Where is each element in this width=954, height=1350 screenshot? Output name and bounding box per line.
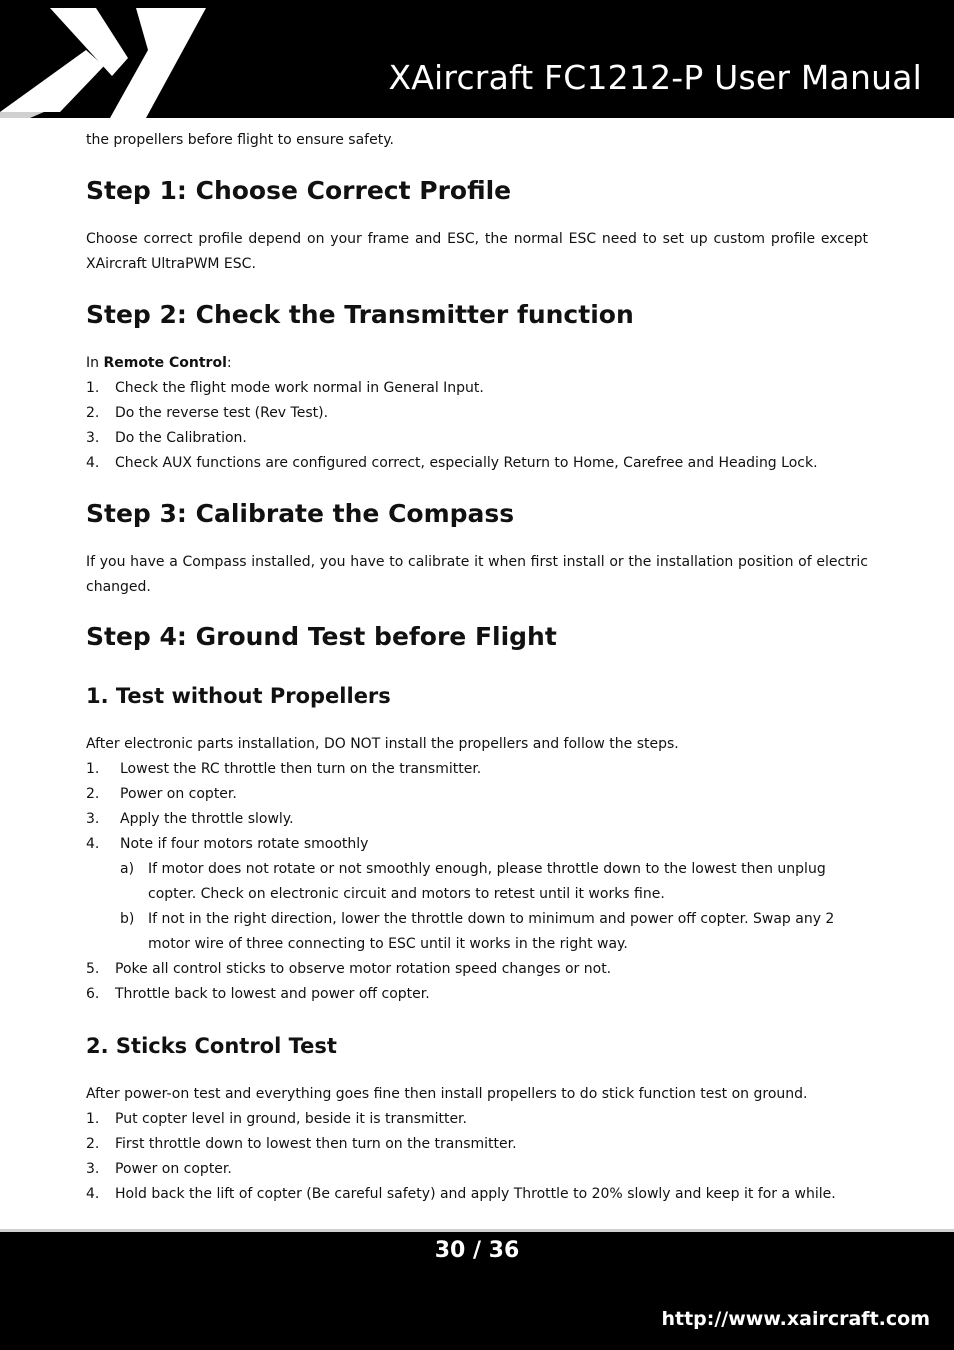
item-text: First throttle down to lowest then turn on the transmitter. (115, 1136, 517, 1152)
sec1-sublist (86, 857, 868, 957)
list-item (86, 807, 868, 832)
manual-title: XAircraft FC1212-P User Manual (388, 58, 922, 97)
step3-body: If you have a Compass installed, you have to calibrate it when first install or the installation position of electric changed. (86, 554, 868, 595)
list-item (86, 451, 868, 476)
item-number: 2. (86, 786, 100, 802)
list-item (86, 757, 868, 782)
list-item (86, 1107, 868, 1132)
step2-lead-suffix: : (226, 355, 232, 371)
item-number: 5. (86, 961, 100, 977)
list-item (86, 982, 868, 1007)
step2-heading: Step 2: Check the Transmitter function (86, 300, 634, 329)
sec1-list-continued (86, 957, 868, 1007)
page-header (0, 0, 954, 118)
step3-heading: Step 3: Calibrate the Compass (86, 499, 515, 528)
item-number: 6. (86, 986, 100, 1002)
item-text: Note if four motors rotate smoothly (120, 836, 369, 852)
item-letter: b) (120, 911, 135, 927)
list-item (86, 426, 868, 451)
list-item (86, 782, 868, 807)
sec1-list (86, 757, 868, 857)
item-number: 3. (86, 811, 100, 827)
item-text: Check the flight mode work normal in General Input. (115, 380, 484, 396)
item-number: 1. (86, 1111, 100, 1127)
item-text: Poke all control sticks to observe motor rotation speed changes or not. (115, 961, 612, 977)
sub-list-item (120, 857, 868, 907)
list-item (86, 1182, 868, 1207)
step2-lead (86, 351, 868, 376)
list-item (86, 832, 868, 857)
step2-list (86, 376, 868, 476)
item-text: Power on copter. (115, 1161, 232, 1177)
sec1-lead: After electronic parts installation, DO NOT install the propellers and follow the steps. (86, 736, 679, 752)
website-url: http://www.xaircraft.com (661, 1308, 930, 1330)
footer-divider (0, 1229, 954, 1232)
list-item (86, 376, 868, 401)
item-text: Hold back the lift of copter (Be careful safety) and apply Throttle to 20% slowly and keep it for a while. (115, 1186, 836, 1202)
item-text: Put copter level in ground, beside it is transmitter. (115, 1111, 467, 1127)
item-text: Do the Calibration. (115, 430, 247, 446)
list-item (86, 401, 868, 426)
item-text: Power on copter. (120, 786, 237, 802)
item-number: 4. (86, 1186, 100, 1202)
sec2-lead: After power-on test and everything goes fine then install propellers to do stick function test on ground. (86, 1086, 808, 1102)
item-text: Do the reverse test (Rev Test). (115, 405, 329, 421)
test-without-propellers-heading: 1. Test without Propellers (86, 684, 391, 708)
item-text: Check AUX functions are configured correct, especially Return to Home, Carefree and Heading Lock. (115, 455, 818, 471)
page-content (86, 128, 868, 1207)
list-item (86, 957, 868, 982)
sticks-control-test-heading: 2. Sticks Control Test (86, 1034, 337, 1058)
list-item (86, 1132, 868, 1157)
page-number: 30 / 36 (434, 1238, 520, 1263)
xaircraft-logo-icon (0, 0, 260, 118)
item-text: Apply the throttle slowly. (120, 811, 294, 827)
remote-control-label: Remote Control (103, 355, 227, 371)
sec2-list (86, 1107, 868, 1207)
item-text: Throttle back to lowest and power off copter. (115, 986, 430, 1002)
list-item (86, 1157, 868, 1182)
intro-text: the propellers before flight to ensure safety. (86, 132, 394, 148)
item-letter: a) (120, 861, 135, 877)
item-number: 3. (86, 430, 100, 446)
item-number: 1. (86, 761, 100, 777)
step4-heading: Step 4: Ground Test before Flight (86, 622, 557, 651)
step2-lead-prefix: In (86, 355, 104, 371)
item-number: 2. (86, 405, 100, 421)
item-number: 2. (86, 1136, 100, 1152)
item-number: 3. (86, 1161, 100, 1177)
item-text: Lowest the RC throttle then turn on the transmitter. (120, 761, 482, 777)
page-footer (0, 1232, 954, 1350)
item-number: 1. (86, 380, 100, 396)
item-text: If not in the right direction, lower the throttle down to minimum and power off copter. Swap any 2 motor wire of three connecting to ESC until it works in the right way. (148, 911, 835, 952)
item-text: If motor does not rotate or not smoothly enough, please throttle down to the lowest then unplug copter. Check on electronic circuit and motors to retest until it works fine. (148, 861, 826, 902)
sub-list-item (120, 907, 868, 957)
step1-body: Choose correct profile depend on your frame and ESC, the normal ESC need to set up custom profile except XAircraft UltraPWM ESC. (86, 231, 868, 272)
item-number: 4. (86, 836, 100, 852)
step1-heading: Step 1: Choose Correct Profile (86, 176, 512, 205)
item-number: 4. (86, 455, 100, 471)
